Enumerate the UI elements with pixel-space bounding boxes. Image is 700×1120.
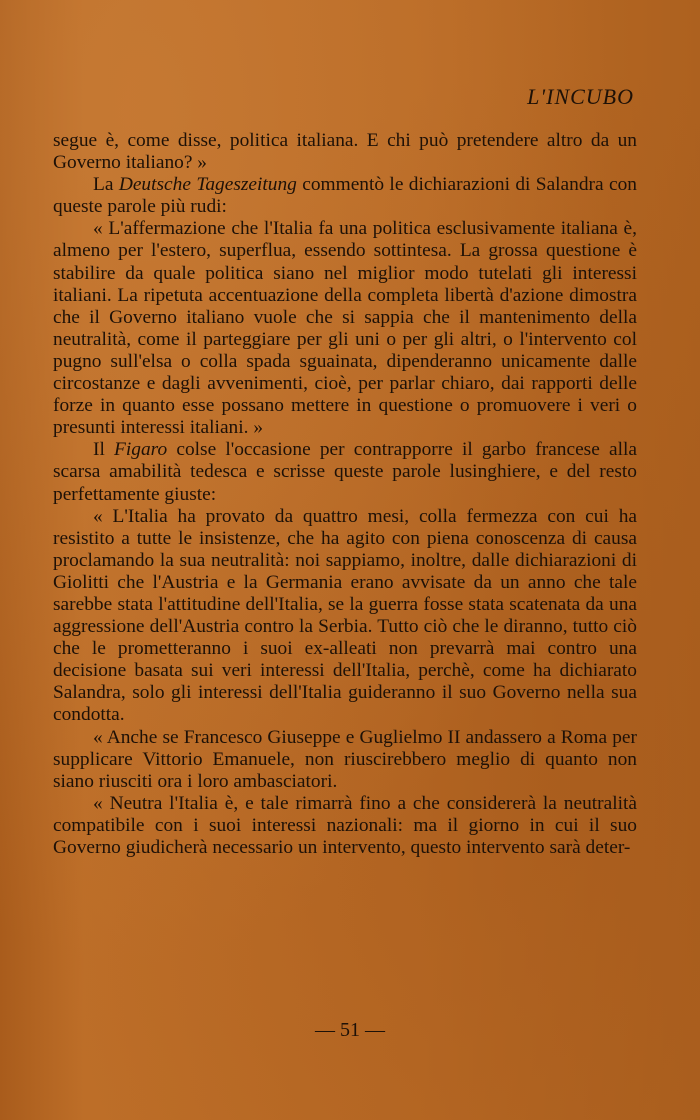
page-number: — 51 — bbox=[315, 1019, 385, 1041]
text-run: segue è, come disse, politica italiana. E chi può pretendere altro da un Governo italiano? » bbox=[53, 130, 637, 174]
running-head: L'INCUBO bbox=[527, 84, 634, 109]
paragraph-7 bbox=[53, 793, 637, 859]
text-run: commentò le dichiarazioni di Salandra con queste parole più rudi: bbox=[53, 174, 637, 218]
paragraph-4 bbox=[53, 439, 637, 505]
paragraph-3 bbox=[53, 218, 637, 439]
paragraph-1 bbox=[53, 130, 637, 174]
body-text bbox=[53, 130, 637, 859]
newspaper-title: Figaro bbox=[114, 439, 168, 461]
paragraph-2 bbox=[53, 174, 637, 218]
paragraph-5 bbox=[53, 506, 637, 727]
text-run: « L'Italia ha provato da quattro mesi, colla fermezza con cui ha resistito a tutte le insistenze, che ha agito con piena conoscenza di causa proclamando la sua neutralità: noi sappiamo, inoltre, dalle dichiarazioni di Giolitti che l'Austria e la Germania erano avvisate da un anno che tale sarebbe stata l'attitudine dell'Italia, se la guerra fosse stata scatenata da una aggressione dell'Austria contro la Serbia. Tutto ciò che le diranno, tutto ciò che le prometteranno i suoi ex-alleati non prevarrà mai contro una decisione basata sui veri interessi dell'Italia, perchè, come ha dichiarato Salandra, solo gli interessi dell'Italia guideranno il suo Governo nella sua condotta. bbox=[53, 505, 637, 726]
text-run: « Neutra l'Italia è, e tale rimarrà fino a che considererà la neutralità compatibile con i suoi interessi nazionali: ma il giorno in cui il suo Governo giudicherà necessario un intervento, questo intervento sarà deter- bbox=[53, 792, 637, 858]
paragraph-6 bbox=[53, 727, 637, 793]
text-run: colse l'occasione per contrapporre il garbo francese alla scarsa amabilità tedesca e scrisse queste parole lusinghiere, e del resto perfettamente giuste: bbox=[53, 439, 637, 505]
text-run: Il bbox=[93, 439, 115, 461]
text-run: « Anche se Francesco Giuseppe e Guglielmo II andassero a Roma per supplicare Vittorio Emanuele, non riuscirebbero meglio di quanto non siano riusciti ora i loro ambasciatori. bbox=[53, 726, 637, 792]
text-run: « L'affermazione che l'Italia fa una politica esclusivamente italiana è, almeno per l'estero, superflua, essendo sottintesa. La grossa questione è stabilire da quale politica siano nel miglior modo tutelati gli interessi italiani. La ripetuta accentuazione della completa libertà d'azione dimostra che il Governo italiano vuole che si sappia che il mantenimento della neutralità, come il parteggiare per gli uni o per gli altri, o l'intervento col pugno sull'elsa o colla spada sguainata, dipenderanno unicamente dalle circostanze e dagli avvenimenti, cioè, per parlar chiaro, dai rapporti delle forze in quanto esse possano mettere in questione o promuovere i veri o presunti interessi italiani. » bbox=[53, 218, 637, 439]
newspaper-title: Deutsche Tageszeitung bbox=[118, 174, 297, 196]
text-run: La bbox=[93, 174, 119, 196]
